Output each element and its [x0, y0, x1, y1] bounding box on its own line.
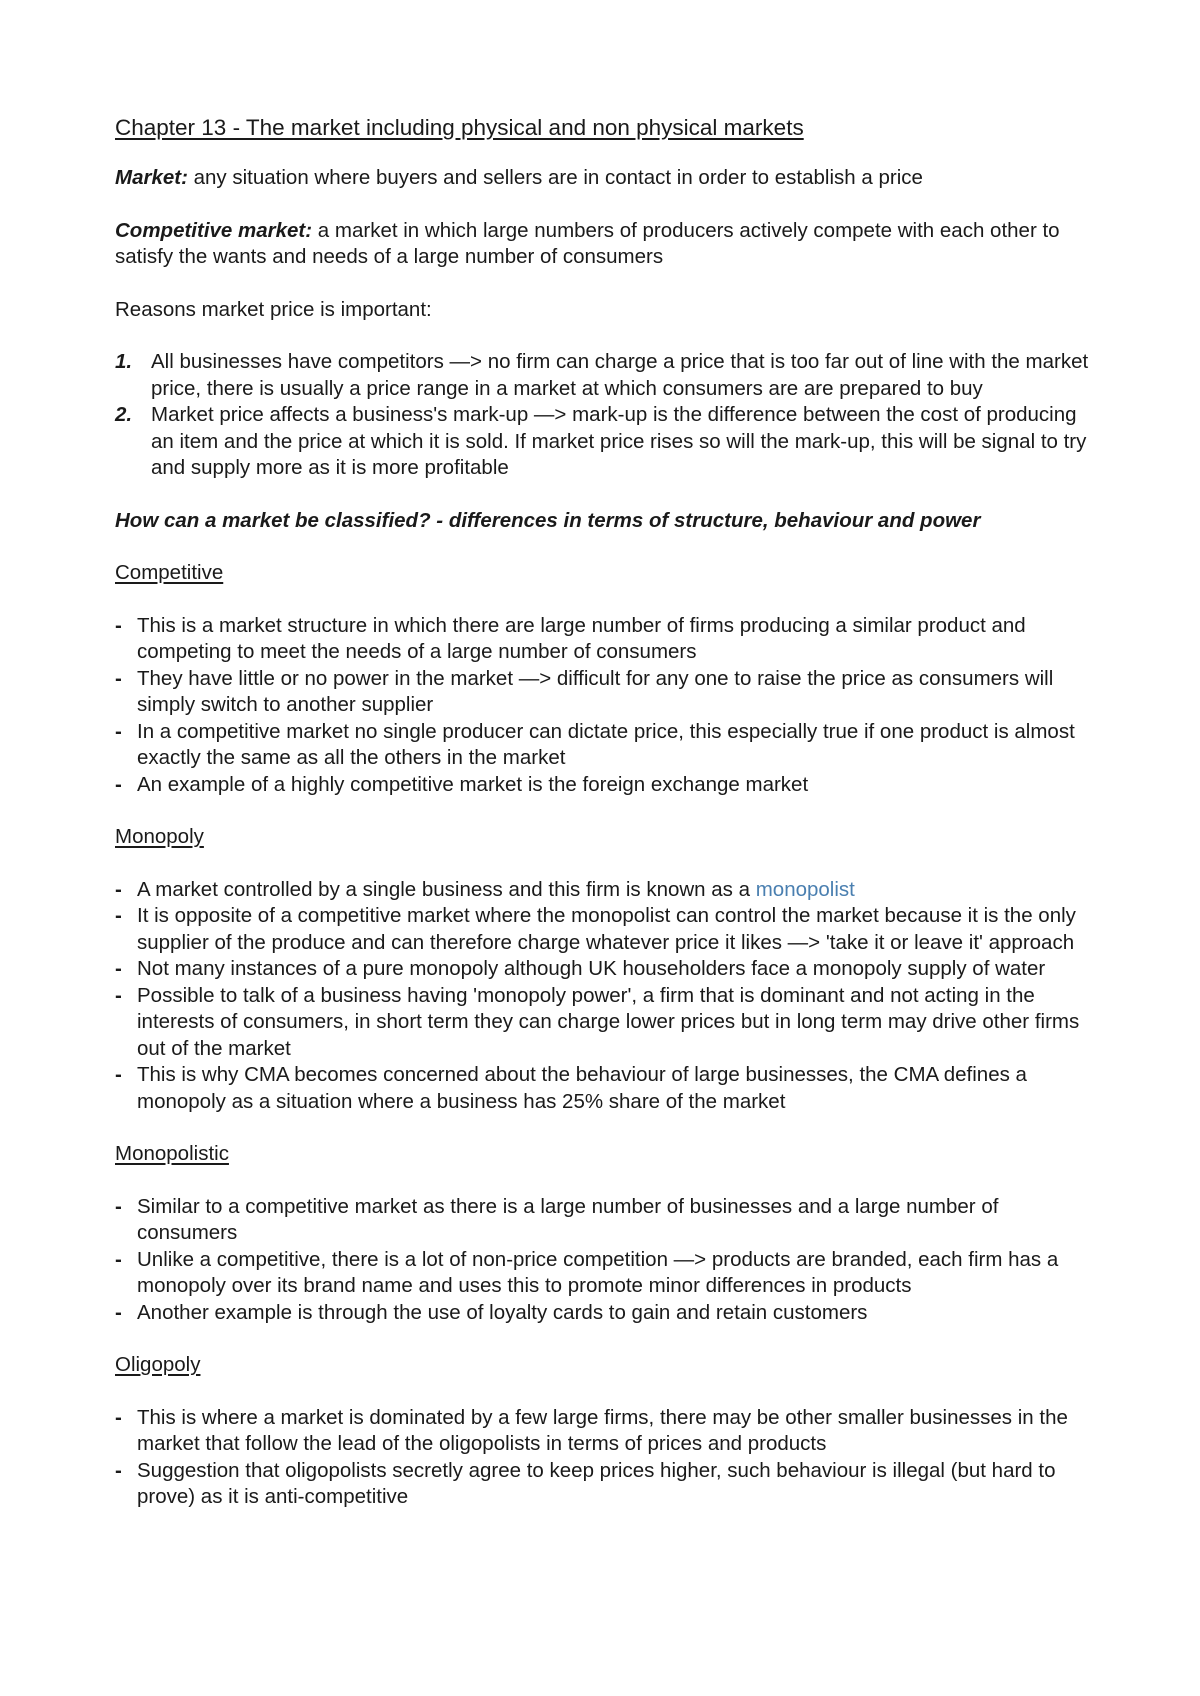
dash-bullet: -	[115, 666, 122, 690]
section-heading-competitive: Competitive	[115, 561, 224, 584]
list-item	[115, 1194, 1095, 1247]
page-title: Chapter 13 - The market including physical and non physical markets	[115, 115, 804, 140]
list-item-text: A market controlled by a single business and this firm is known as a	[137, 877, 756, 901]
oligopoly-list	[115, 1405, 1095, 1511]
dash-bullet: -	[115, 613, 122, 637]
list-number: 1.	[115, 350, 133, 373]
list-item-text: All businesses have competitors —> no firm can charge a price that is too far out of line with the market price, there is usually a price range in a market at which consumers are are prepared to buy	[151, 350, 1089, 400]
list-item-text: Not many instances of a pure monopoly although UK householders face a monopoly supply of water	[137, 957, 1046, 980]
document-page	[115, 114, 1095, 1537]
dash-bullet: -	[115, 772, 122, 796]
monopolist-link[interactable]: monopolist	[755, 877, 855, 901]
dash-bullet: -	[115, 957, 122, 980]
list-item-text: Market price affects a business's mark-up —> mark-up is the difference between the cost of producing an item and the price at which it is sold. If market price rises so will the mark-up, this will be signal to try and supply more as it is more profitable	[151, 403, 1087, 479]
list-item	[115, 719, 1095, 772]
list-item-text: This is why CMA becomes concerned about the behaviour of large businesses, the CMA defines a monopoly as a situation where a business has 25% share of the market	[137, 1063, 1027, 1113]
list-item	[115, 956, 1095, 983]
list-item-text: Unlike a competitive, there is a lot of non-price competition —> products are branded, each firm has a monopoly over its brand name and uses this to promote minor differences in products	[137, 1247, 1059, 1297]
dash-bullet: -	[115, 1405, 122, 1429]
list-item-text: It is opposite of a competitive market where the monopolist can control the market because it is the only supplier of the produce and can therefore charge whatever price it likes —> 'take it or leave it' approach	[137, 904, 1076, 954]
definition-competitive-market	[115, 218, 1095, 271]
list-item	[115, 402, 1095, 482]
dash-bullet: -	[115, 1247, 122, 1271]
definition-term: Competitive market:	[115, 218, 313, 242]
list-item	[115, 903, 1095, 956]
list-item	[115, 877, 1095, 904]
monopolistic-list	[115, 1194, 1095, 1327]
list-number: 2.	[115, 403, 133, 426]
list-item-text: Another example is through the use of loyalty cards to gain and retain customers	[137, 1300, 868, 1324]
section-heading-oligopoly: Oligopoly	[115, 1353, 201, 1376]
list-item-text: Possible to talk of a business having 'monopoly power', a firm that is dominant and not acting in the interests of consumers, in short term they can charge lower prices but in long term may drive other firms out of the market	[137, 983, 1080, 1060]
dash-bullet: -	[115, 1300, 122, 1324]
section-heading-monopoly: Monopoly	[115, 825, 204, 848]
dash-bullet: -	[115, 904, 122, 927]
list-item-text: Similar to a competitive market as there is a large number of businesses and a large number of consumers	[137, 1194, 999, 1244]
list-item	[115, 1247, 1095, 1300]
list-item	[115, 666, 1095, 719]
list-item-text: They have little or no power in the market —> difficult for any one to raise the price as consumers will simply switch to another supplier	[137, 666, 1054, 716]
definition-text: any situation where buyers and sellers are in contact in order to establish a price	[187, 166, 923, 189]
competitive-list	[115, 613, 1095, 799]
definition-text: a market in which large numbers of producers actively compete with each other to satisfy the wants and needs of a large number of consumers	[115, 218, 1060, 268]
list-item	[115, 613, 1095, 666]
list-item	[115, 772, 1095, 799]
list-item-text: This is where a market is dominated by a few large firms, there may be other smaller businesses in the market that follow the lead of the oligopolists in terms of prices and products	[137, 1405, 1068, 1455]
list-item-text: Suggestion that oligopolists secretly agree to keep prices higher, such behaviour is illegal (but hard to prove) as it is anti-competitive	[137, 1458, 1056, 1508]
section-heading-monopolistic: Monopolistic	[115, 1142, 229, 1165]
dash-bullet: -	[115, 983, 122, 1007]
list-item	[115, 1458, 1095, 1511]
dash-bullet: -	[115, 877, 122, 901]
monopoly-list	[115, 877, 1095, 1116]
list-item-text: In a competitive market no single producer can dictate price, this especially true if one product is almost exactly the same as all the others in the market	[137, 719, 1075, 769]
definition-term: Market:	[115, 166, 188, 189]
list-item	[115, 1062, 1095, 1115]
classification-question: How can a market be classified? - differences in terms of structure, behaviour and power	[115, 508, 981, 532]
list-item	[115, 983, 1095, 1063]
list-item	[115, 349, 1095, 402]
list-item	[115, 1405, 1095, 1458]
dash-bullet: -	[115, 1458, 122, 1482]
list-item	[115, 1300, 1095, 1327]
list-item-text: This is a market structure in which there are large number of firms producing a similar product and competing to meet the needs of a large number of consumers	[137, 613, 1026, 663]
reasons-intro: Reasons market price is important:	[115, 297, 432, 321]
dash-bullet: -	[115, 1063, 122, 1086]
list-item-text: An example of a highly competitive market is the foreign exchange market	[137, 772, 809, 796]
definition-market	[115, 165, 1095, 192]
dash-bullet: -	[115, 1194, 122, 1218]
reasons-list	[115, 349, 1095, 482]
dash-bullet: -	[115, 719, 122, 743]
